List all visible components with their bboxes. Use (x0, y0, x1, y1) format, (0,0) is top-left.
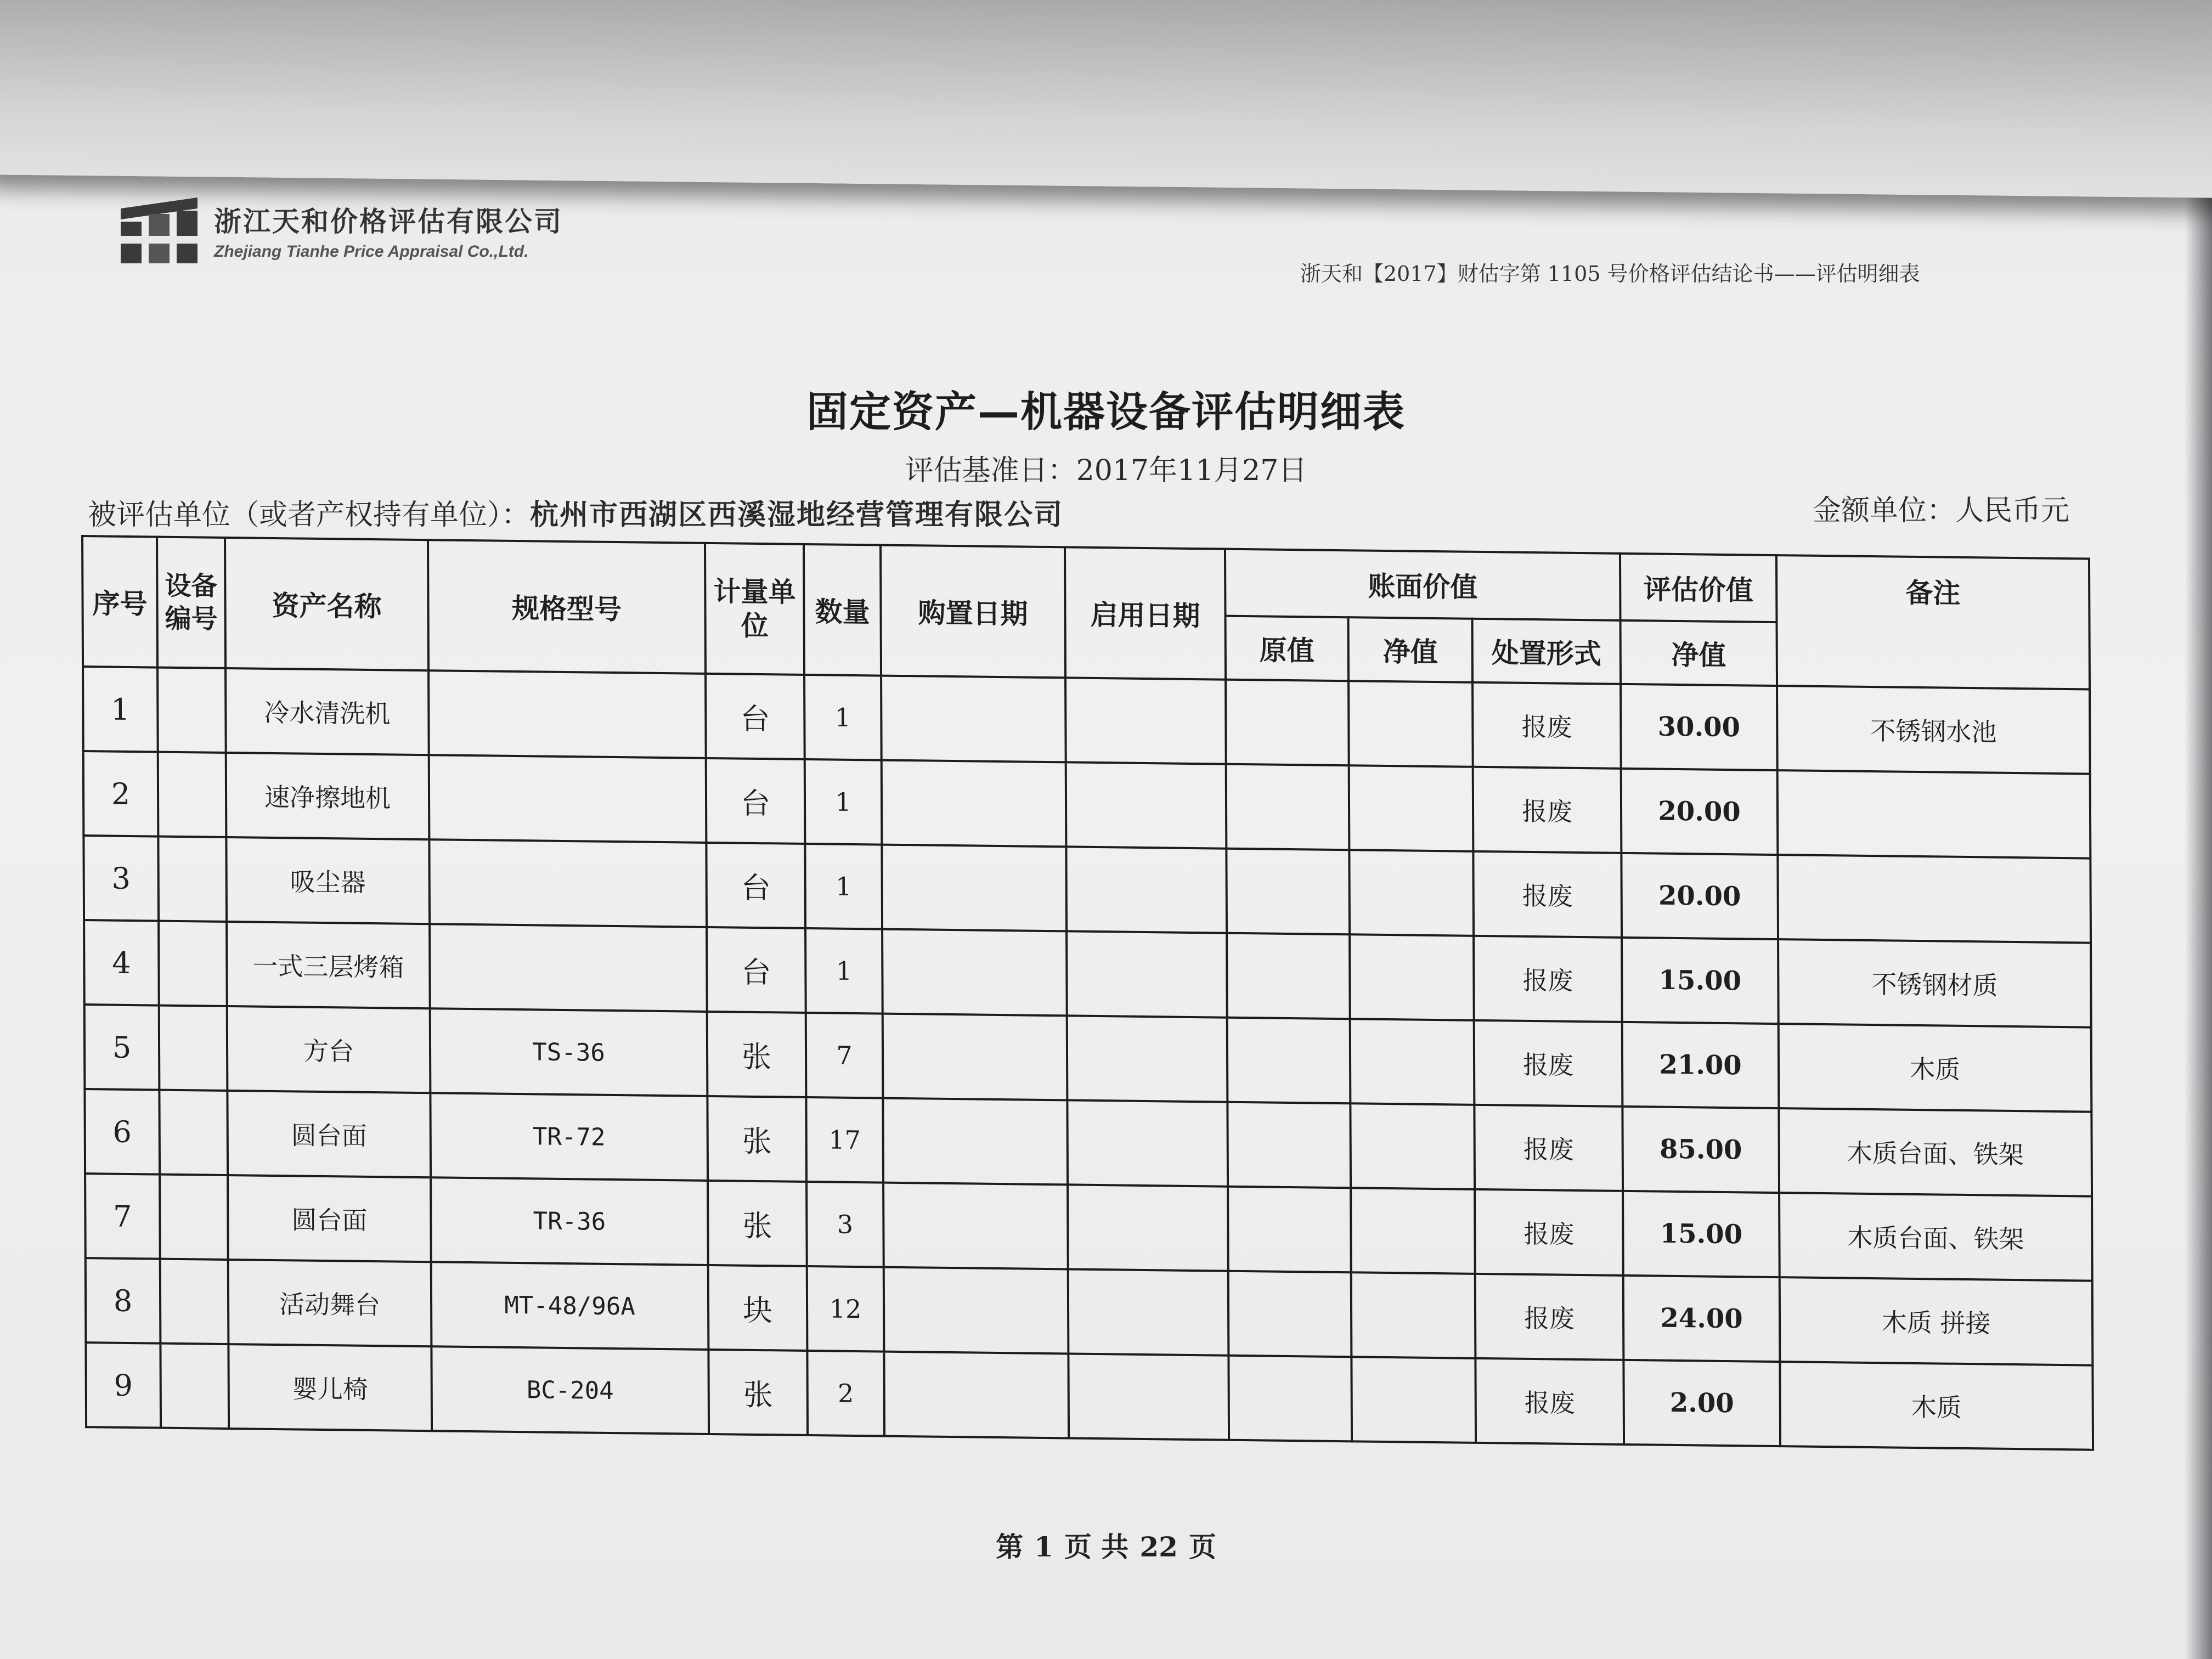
cell-asset-name: 冷水清洗机 (225, 668, 429, 755)
header-spec: 规格型号 (428, 540, 706, 674)
cell-equip-no (159, 921, 227, 1006)
cell-original (1227, 1102, 1351, 1188)
cell-unit: 张 (707, 1012, 806, 1097)
cell-start-date (1066, 847, 1227, 933)
cell-seq: 2 (83, 751, 159, 837)
cell-spec (429, 755, 707, 843)
cell-net (1348, 681, 1473, 767)
cell-seq: 3 (83, 836, 159, 921)
cell-asset-name: 活动舞台 (228, 1260, 432, 1346)
cell-spec (428, 670, 706, 758)
cell-spec: MT-48/96A (431, 1262, 709, 1350)
cell-equip-no (160, 1175, 228, 1260)
cell-spec: TS-36 (430, 1008, 708, 1096)
page-total: 22 (1139, 1531, 1178, 1563)
cell-purchase-date (883, 1098, 1068, 1185)
cell-asset-name: 圆台面 (227, 1091, 431, 1177)
page-label-1: 第 (996, 1531, 1024, 1563)
cell-appraised-value: 85.00 (1622, 1107, 1779, 1193)
cell-purchase-date (881, 676, 1066, 763)
cell-qty: 12 (807, 1266, 884, 1352)
asset-table (81, 535, 2094, 1451)
cell-seq: 4 (84, 920, 159, 1006)
cell-disposal: 报废 (1474, 1105, 1623, 1191)
cell-net (1350, 1019, 1475, 1105)
header-disposal: 处置形式 (1472, 619, 1621, 684)
cell-purchase-date (883, 1183, 1068, 1269)
cell-seq: 5 (84, 1005, 160, 1090)
cell-equip-no (159, 1090, 228, 1175)
cell-start-date (1068, 1269, 1229, 1355)
table-body (83, 667, 2093, 1450)
cell-net (1351, 1357, 1476, 1443)
cell-appraised-value: 24.00 (1623, 1276, 1780, 1362)
cell-equip-no (159, 1006, 228, 1091)
cell-unit: 台 (706, 758, 805, 844)
cell-seq: 6 (84, 1089, 160, 1175)
cell-equip-no (157, 668, 226, 753)
company-logo-mark-icon (121, 198, 198, 263)
cell-disposal: 报废 (1473, 851, 1622, 938)
company-name-block (214, 200, 563, 261)
cell-remark: 木质台面、铁架 (1779, 1193, 2092, 1280)
header-unit: 计量单位 (705, 543, 804, 675)
cell-spec: BC-204 (431, 1346, 709, 1434)
cell-purchase-date (882, 929, 1067, 1016)
cell-purchase-date (882, 845, 1066, 932)
company-logo (121, 198, 563, 263)
curled-sheet-above (0, 0, 2212, 199)
cell-disposal: 报废 (1475, 1274, 1624, 1360)
cell-net (1350, 934, 1474, 1020)
page-label-2: 页 共 (1064, 1531, 1129, 1563)
header-equip-no: 设备编号 (157, 537, 225, 668)
cell-appraised-value: 15.00 (1622, 938, 1779, 1024)
cell-disposal: 报废 (1472, 682, 1621, 769)
cell-seq: 8 (86, 1258, 161, 1344)
cell-net (1351, 1188, 1475, 1274)
cell-unit: 块 (708, 1265, 808, 1351)
cell-disposal: 报废 (1475, 1358, 1624, 1444)
cell-original (1226, 680, 1349, 766)
cell-qty: 2 (807, 1351, 884, 1436)
header-book-value: 账面价值 (1225, 549, 1621, 620)
cell-asset-name: 吸尘器 (226, 837, 430, 924)
base-date: 评估基准日：2017年11月27日 (905, 454, 1307, 487)
header-qty: 数量 (804, 544, 881, 676)
cell-remark: 木质台面、铁架 (1779, 1108, 2092, 1196)
cell-unit: 台 (706, 674, 805, 759)
cell-qty: 17 (806, 1097, 883, 1183)
assessed-unit-label: 被评估单位（或者产权持有单位）： (88, 499, 531, 532)
cell-equip-no (160, 1259, 229, 1344)
cell-remark (1778, 770, 2091, 858)
cell-spec (429, 839, 707, 927)
cell-equip-no (160, 1344, 229, 1429)
cell-remark: 木质 (1780, 1362, 2093, 1449)
document-reference: 浙天和【2017】财估字第 1105 号价格评估结论书——评估明细表 (1300, 262, 1920, 286)
cell-original (1226, 764, 1350, 850)
cell-qty: 1 (805, 844, 882, 929)
page-title: 固定资产—机器设备评估明细表 (806, 387, 1406, 436)
cell-purchase-date (884, 1352, 1069, 1438)
cell-asset-name: 婴儿椅 (228, 1344, 432, 1431)
company-name-en: Zhejiang Tianhe Price Appraisal Co.,Ltd. (214, 242, 529, 261)
cell-unit: 台 (706, 843, 805, 928)
cell-net (1349, 765, 1474, 851)
cell-appraised-value: 20.00 (1621, 769, 1778, 855)
cell-remark: 不锈钢材质 (1778, 939, 2091, 1027)
cell-net (1351, 1272, 1476, 1358)
header-purchase-date: 购置日期 (881, 545, 1065, 678)
cell-equip-no (158, 752, 227, 837)
header-remarks: 备注 (1776, 555, 2090, 689)
cell-original (1226, 849, 1350, 935)
cell-asset-name: 圆台面 (228, 1175, 431, 1262)
cell-original (1228, 1271, 1352, 1357)
cell-disposal: 报废 (1474, 936, 1622, 1022)
cell-start-date (1066, 762, 1227, 848)
cell-appraised-value: 21.00 (1622, 1022, 1779, 1108)
cell-disposal: 报废 (1475, 1189, 1623, 1276)
page-edge-shadow (2185, 137, 2212, 1659)
cell-start-date (1068, 1184, 1228, 1271)
cell-disposal: 报废 (1473, 767, 1622, 853)
page-footer (0, 1525, 2212, 1565)
cell-seq: 1 (83, 667, 158, 752)
cell-net (1349, 850, 1474, 936)
cell-qty: 7 (806, 1013, 883, 1098)
cell-appraised-value: 15.00 (1623, 1191, 1780, 1277)
cell-unit: 张 (708, 1181, 807, 1266)
cell-spec: TR-36 (431, 1177, 708, 1265)
cell-unit: 张 (708, 1350, 808, 1435)
cell-purchase-date (884, 1267, 1069, 1354)
cell-purchase-date (883, 1014, 1068, 1101)
cell-asset-name: 速净擦地机 (226, 753, 430, 839)
cell-original (1228, 1356, 1352, 1442)
header-net: 净值 (1348, 617, 1473, 682)
cell-start-date (1067, 1100, 1228, 1186)
cell-qty: 1 (805, 928, 883, 1014)
cell-remark: 木质 拼接 (1780, 1277, 2093, 1365)
assessed-unit-name: 杭州市西湖区西溪湿地经营管理有限公司 (530, 498, 1064, 532)
cell-equip-no (158, 837, 227, 922)
cell-original (1227, 1018, 1351, 1104)
cell-purchase-date (882, 760, 1066, 847)
header-original: 原值 (1226, 616, 1349, 681)
cell-asset-name: 一式三层烤箱 (227, 922, 430, 1008)
cell-appraised-value: 30.00 (1621, 684, 1778, 770)
page-label-3: 页 (1188, 1531, 1216, 1563)
cell-appraised-value: 20.00 (1621, 853, 1778, 939)
cell-spec: TR-72 (430, 1093, 708, 1181)
header-appraised-value: 评估价值 (1620, 554, 1777, 622)
cell-asset-name: 方台 (227, 1006, 431, 1093)
header-start-date: 启用日期 (1065, 547, 1226, 679)
cell-start-date (1067, 1015, 1228, 1102)
currency-unit: 金额单位：人民币元 (1812, 494, 2069, 527)
cell-qty: 1 (804, 675, 882, 760)
cell-start-date (1066, 931, 1227, 1017)
cell-seq: 9 (86, 1342, 161, 1428)
cell-start-date (1068, 1353, 1229, 1440)
cell-qty: 3 (806, 1182, 884, 1267)
header-asset-name: 资产名称 (225, 538, 428, 670)
cell-start-date (1065, 678, 1226, 764)
cell-net (1350, 1103, 1475, 1189)
cell-remark: 木质 (1779, 1024, 2092, 1111)
asset-table-wrapper (81, 535, 2092, 1451)
cell-remark (1778, 855, 2091, 943)
cell-spec (430, 924, 707, 1012)
header-appraised-net: 净值 (1621, 620, 1778, 686)
cell-appraised-value: 2.00 (1623, 1360, 1780, 1446)
company-name-cn: 浙江天和价格评估有限公司 (214, 206, 563, 238)
cell-seq: 7 (85, 1173, 160, 1259)
header-seq: 序号 (82, 536, 157, 668)
cell-unit: 台 (707, 927, 806, 1013)
cell-original (1228, 1187, 1351, 1273)
assessed-unit-line (88, 492, 1063, 533)
cell-unit: 张 (707, 1096, 806, 1182)
page-current: 1 (1034, 1531, 1053, 1563)
cell-qty: 1 (805, 759, 882, 845)
cell-original (1227, 933, 1350, 1019)
cell-disposal: 报废 (1474, 1020, 1623, 1107)
cell-remark: 不锈钢水池 (1777, 686, 2090, 774)
